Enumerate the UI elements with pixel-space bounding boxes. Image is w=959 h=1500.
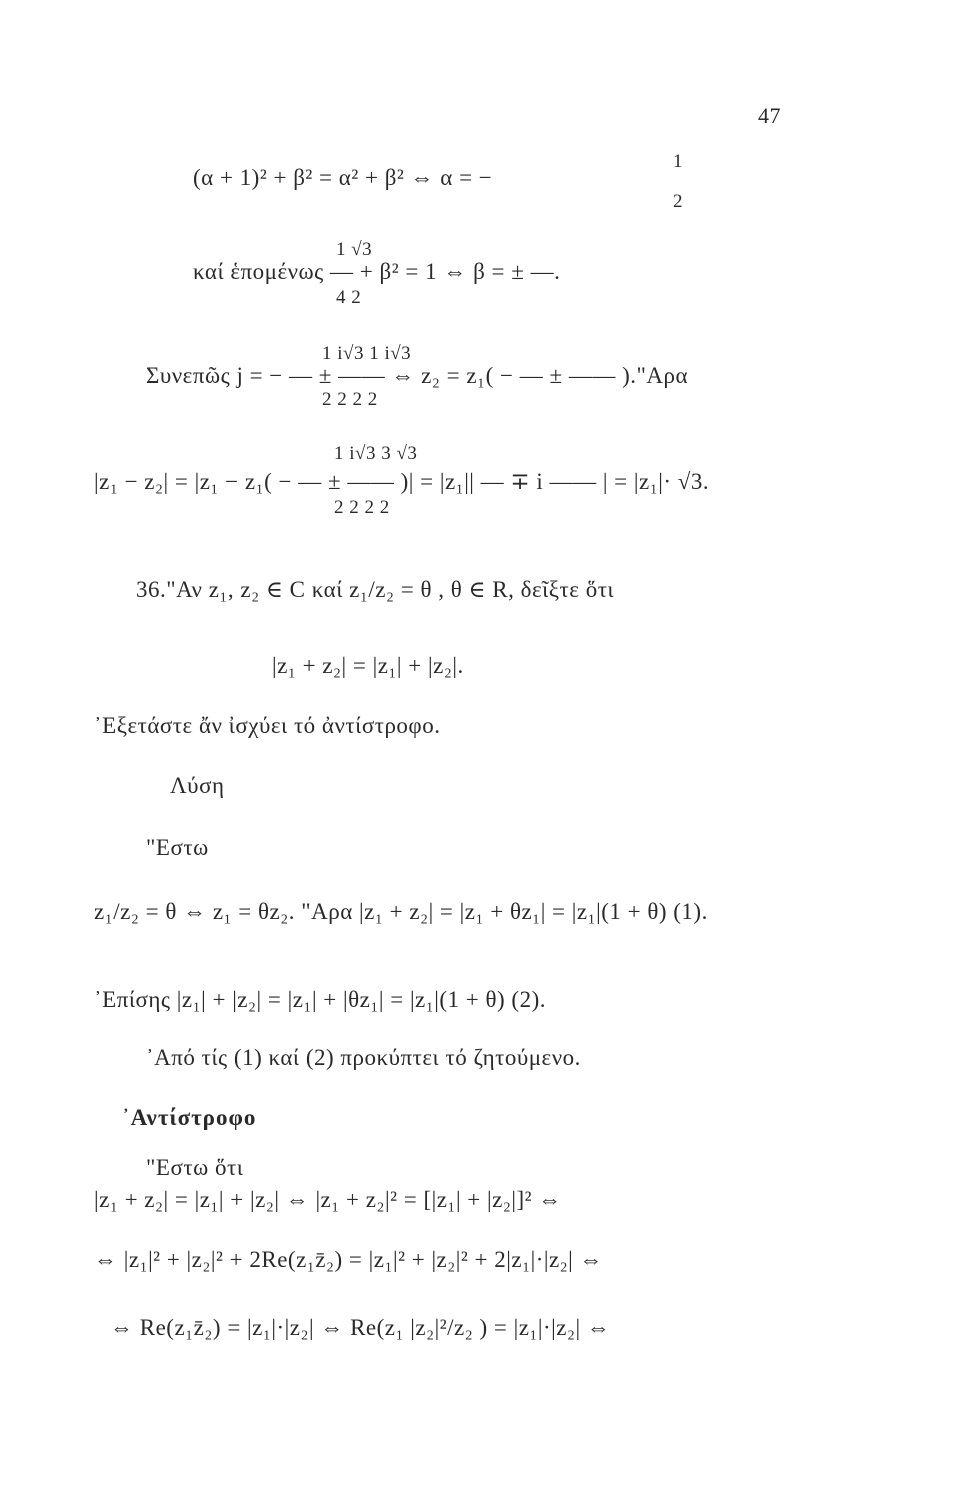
- converse-line-1: |z₁ + z₂| = |z₁| + |z₂| ⇔ |z₁ + z₂|² = [|z₁| + |z₂|]² ⇔: [94, 1187, 562, 1212]
- equation-2-numerator: 1 √3: [336, 239, 373, 260]
- equation-4-numerator: 1 i√3 3 √3: [334, 443, 418, 464]
- let-text: "Εστω: [146, 835, 209, 860]
- equation-3: Συνεπῶς j = − — ± —— ⇔ z₂ = z₁( − — ± —— )."Αρα: [146, 363, 689, 388]
- converse-heading: ᾿Αντίστροφο: [122, 1105, 257, 1130]
- converse-let: "Εστω ὅτι: [146, 1155, 244, 1180]
- page-number: 47: [758, 103, 781, 128]
- equation-3-denominator: 2 2 2 2: [322, 389, 378, 410]
- equation-4: |z₁ − z₂| = |z₁ − z₁( − — ± —— )| = |z₁|| — ∓ i —— | = |z₁|· √3.: [94, 469, 710, 494]
- exercise-36-claim: |z₁ + z₂| = |z₁| + |z₂|.: [272, 653, 464, 678]
- proof-conclusion: ᾿Από τίς (1) καί (2) προκύπτει τό ζητούμενο.: [146, 1045, 581, 1070]
- exercise-36-statement: 36."Αν z₁, z₂ ∈ C καί z₁/z₂ = θ , θ ∈ R, δεῖξτε ὅτι: [136, 577, 615, 602]
- equation-3-numerator: 1 i√3 1 i√3: [322, 343, 412, 364]
- converse-line-2: ⇔ |z₁|² + |z₂|² + 2Re(z₁z̄₂) = |z₁|² + |z₂|² + 2|z₁|·|z₂| ⇔: [94, 1247, 604, 1272]
- converse-line-3: ⇔ Re(z₁z̄₂) = |z₁|·|z₂| ⇔ Re(z₁ |z₂|²/z₂ ) = |z₁|·|z₂| ⇔: [110, 1315, 611, 1340]
- equation-1: (α + 1)² + β² = α² + β² ⇔ α = −: [193, 165, 493, 190]
- solution-heading: Λύση: [170, 773, 225, 798]
- equation-2-denominator: 4 2: [336, 287, 362, 308]
- equation-2: καί ἑπομένως — + β² = 1 ⇔ β = ± —.: [193, 259, 561, 284]
- equation-1-numerator: 1: [673, 151, 683, 172]
- equation-1-denominator: 2: [673, 191, 683, 212]
- equation-4-denominator: 2 2 2 2: [334, 497, 390, 518]
- proof-line-1: z₁/z₂ = θ ⇔ z₁ = θz₂. "Αρα |z₁ + z₂| = |z₁ + θz₁| = |z₁|(1 + θ) (1).: [94, 899, 708, 924]
- proof-line-2: ᾿Επίσης |z₁| + |z₂| = |z₁| + |θz₁| = |z₁|(1 + θ) (2).: [94, 987, 546, 1012]
- exercise-36-converse: ᾿Εξετάστε ἄν ἰσχύει τό ἀντίστροφο.: [94, 713, 441, 738]
